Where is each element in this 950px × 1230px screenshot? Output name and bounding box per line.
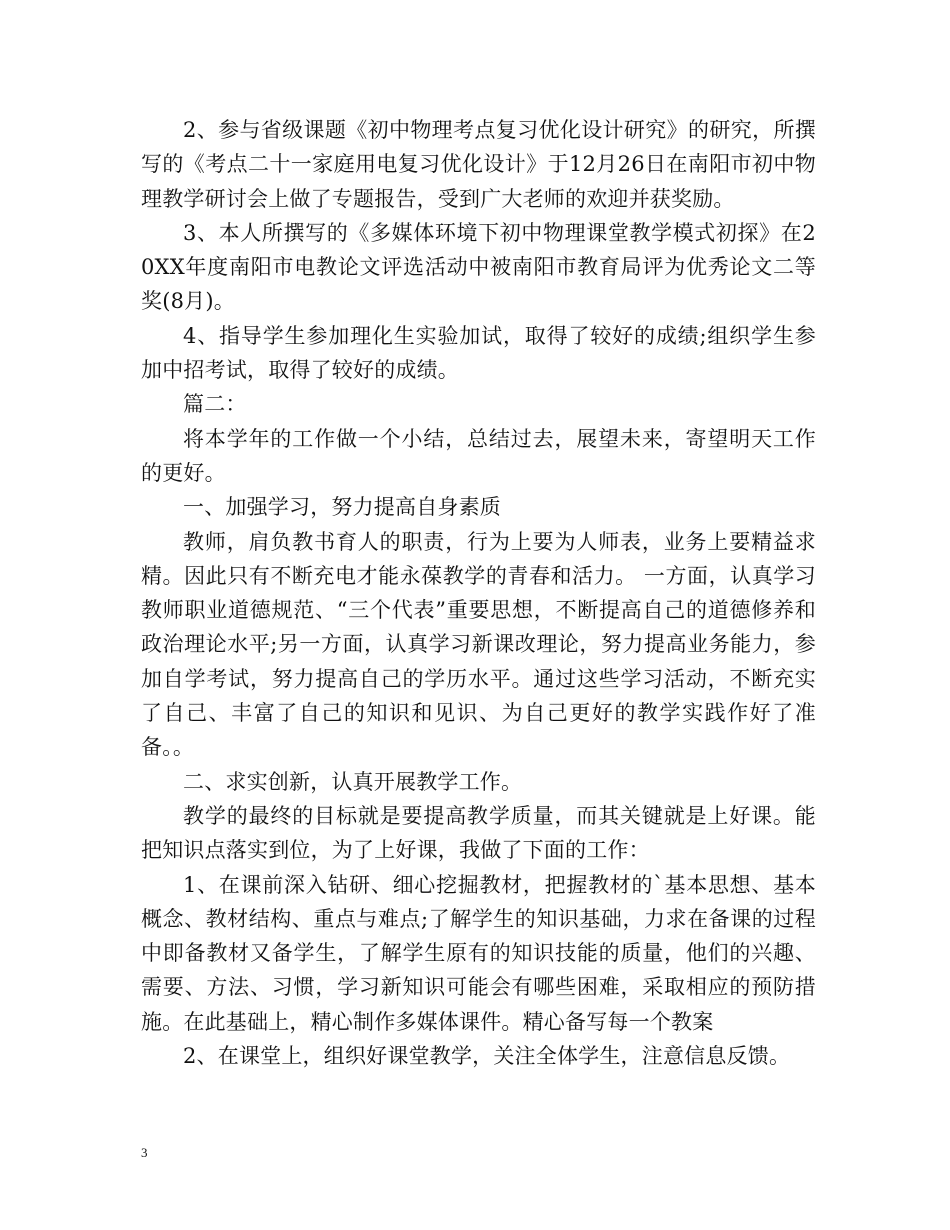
intro-paragraph: 将本学年的工作做一个小结，总结过去，展望未来，寄望明天工作的更好。	[141, 426, 816, 485]
paragraph-item-3: 3、本人所撰写的《多媒体环境下初中物理课堂教学模式初探》在20XX年度南阳市电教论文评选活动中被南阳市教育局评为优秀论文二等奖(8月)。	[141, 220, 816, 314]
paragraph-lesson-prep: 1、在课前深入钻研、细心挖掘教材，把握教材的`基本思想、基本概念、教材结构、重点与难点;了解学生的知识基础，力求在备课的过程中即备教材又备学生，了解学生原有的知识技能的质量，他们的兴趣、需要、方法、习惯，学习新知识可能会有哪些困难，采取相应的预防措施。在此基础上，精心制作多媒体课件。精心备写每一个教案	[141, 872, 816, 1034]
page-number: 3	[141, 1145, 148, 1160]
paragraph-study: 教师，肩负教书育人的职责，行为上要为人师表，业务上要精益求精。因此只有不断充电才能永葆教学的青春和活力。 一方面，认真学习教师职业道德规范、“三个代表”重要思想，不断提高自己的道德修养和政治理论水平;另一方面，认真学习新课改理论，努力提高业务能力，参加自学考试，努力提高自己的学历水平。通过这些学习活动，不断充实了自己、丰富了自己的知识和见识、为自己更好的教学实践作好了准备。。	[141, 529, 816, 760]
paragraph-classroom: 2、在课堂上，组织好课堂教学，关注全体学生，注意信息反馈。	[183, 1044, 791, 1069]
section-heading-1: 一、加强学习，努力提高自身素质	[183, 495, 501, 520]
paragraph-item-4: 4、指导学生参加理化生实验加试，取得了较好的成绩;组织学生参加中招考试，取得了较好的成绩。	[141, 323, 816, 383]
section-heading-part-two: 篇二：	[183, 392, 247, 417]
paragraph-item-2: 2、参与省级课题《初中物理考点复习优化设计研究》的研究，所撰写的《考点二十一家庭用电复习优化设计》于12月26日在南阳市初中物理教学研讨会上做了专题报告，受到广大老师的欢迎并获奖励。	[141, 118, 816, 211]
document-body	[141, 113, 816, 1073]
paragraph-teaching-goal: 教学的最终的目标就是要提高教学质量，而其关键就是上好课。能把知识点落实到位，为了上好课，我做了下面的工作：	[141, 803, 816, 863]
section-heading-2: 二、求实创新，认真开展教学工作。	[183, 769, 523, 794]
